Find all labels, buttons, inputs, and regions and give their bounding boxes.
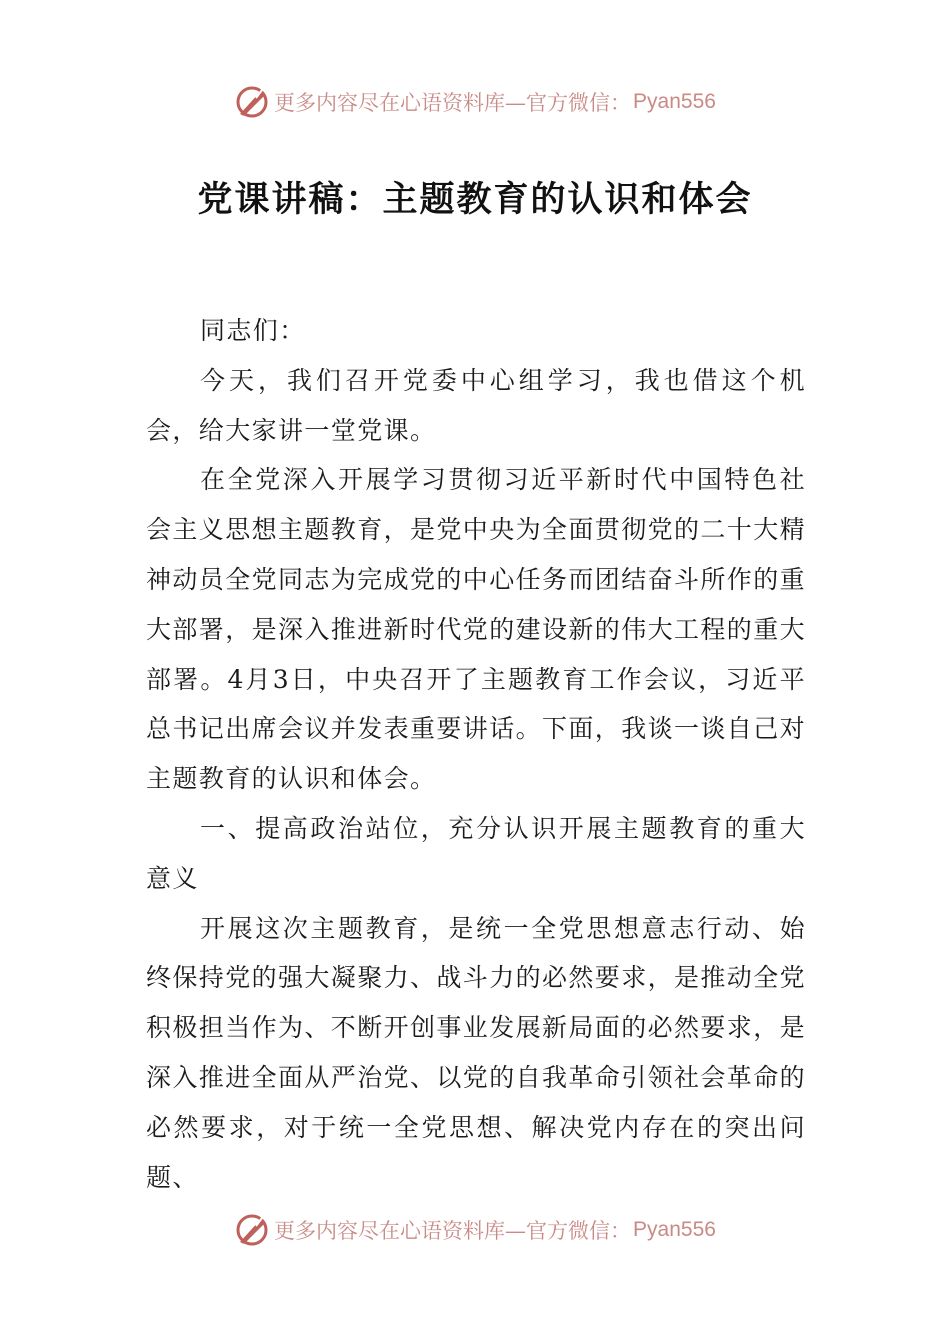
footer-watermark [0, 1210, 950, 1250]
watermark-text: 更多内容尽在心语资料库—官方微信： [274, 91, 632, 115]
document-title: 党课讲稿：主题教育的认识和体会 [197, 180, 753, 220]
wechat-id: Pyan556 [633, 90, 716, 113]
document-body [146, 306, 806, 1202]
watermark-text: 更多内容尽在心语资料库—官方微信： [274, 1219, 632, 1243]
salutation: 同志们： [200, 316, 306, 345]
paragraph: 在全党深入开展学习贯彻习近平新时代中国特色社会主义思想主题教育，是党中央为全面贯彻党的二十大精神动员全党同志为完成党的中心任务而团结奋斗所作的重大部署，是深入推进新时代党的建设新的伟大工程的重大部署。4月3日，中央召开了主题教育工作会议，习近平总书记出席会议并发表重要讲话。下面，我谈一谈自己对主题教育的认识和体会。 [146, 465, 807, 794]
wechat-id: Pyan556 [633, 1218, 716, 1241]
paragraph: 今天，我们召开党委中心组学习，我也借这个机会，给大家讲一堂党课。 [146, 365, 806, 445]
pen-logo-icon [234, 84, 270, 120]
section-heading: 一、提高政治站位，充分认识开展主题教育的重大意义 [146, 813, 806, 893]
pen-logo-icon [234, 1212, 270, 1248]
header-watermark [0, 82, 950, 122]
paragraph: 开展这次主题教育，是统一全党思想意志行动、始终保持党的强大凝聚力、战斗力的必然要求，是推动全党积极担当作为、不断开创事业发展新局面的必然要求，是深入推进全面从严治党、以党的自我革命引领社会革命的必然要求，对于统一全党思想、解决党内存在的突出问题、 [146, 913, 807, 1192]
